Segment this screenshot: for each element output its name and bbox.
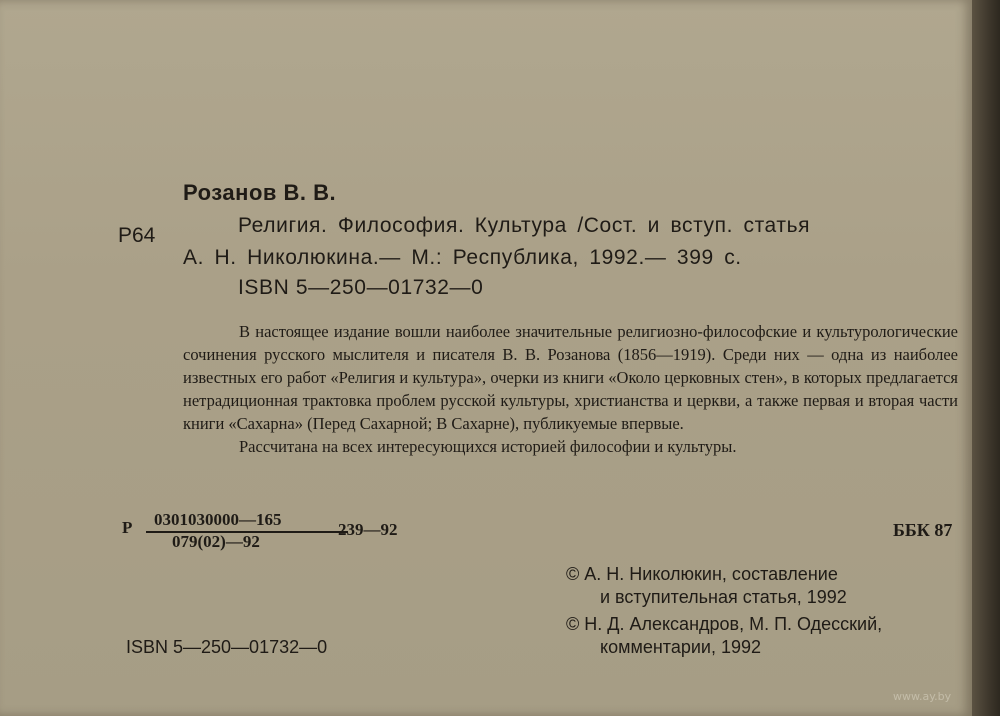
title-line-2: А. Н. Николюкина.— М.: Республика, 1992.— 399 с.: [183, 246, 742, 269]
copyright-line-3: © Н. Д. Александров, М. П. Одесский,: [566, 614, 883, 634]
annotation: [183, 320, 958, 458]
isbn-top: ISBN 5—250—01732—0: [238, 276, 484, 299]
classification-numerator: 0301030000—165: [154, 510, 282, 529]
page-edge-shadow: [972, 0, 1000, 716]
author-name: Розанов В. В.: [183, 180, 337, 205]
annotation-paragraph-1: В настоящее издание вошли наиболее значительные религиозно-философские и культурологические сочинения русского мыслителя и писателя В. В. Розанова (1856—1919). Среди них — одна из наиболее известных его работ «Религия и культура», очерки из книги «Около церковных стен», в которых предлагается нетрадиционная трактовка проблем русской культуры, христианства и церкви, а также первая и вторая части книги «Сахарна» (Перед Сахарной; В Сахарне), публикуемые впервые.: [183, 322, 958, 433]
copyright-line-1: © А. Н. Николюкин, составление: [566, 564, 838, 584]
library-index-code: Р64: [118, 224, 156, 247]
copyright-line-2: и вступительная статья, 1992: [600, 587, 847, 607]
classification-suffix: 239—92: [338, 520, 398, 539]
annotation-paragraph-2: Рассчитана на всех интересующихся историей философии и культуры.: [239, 437, 737, 456]
title-line-1: Религия. Философия. Культура /Сост. и вступ. статья: [238, 214, 811, 237]
bbk-code: ББК 87: [893, 520, 953, 540]
copyright-line-4: комментарии, 1992: [600, 637, 762, 657]
watermark: www.ay.by: [893, 690, 952, 703]
isbn-bottom: ISBN 5—250—01732—0: [126, 637, 328, 657]
classification-denominator: 079(02)—92: [172, 532, 260, 551]
classification-letter: Р: [122, 518, 133, 537]
